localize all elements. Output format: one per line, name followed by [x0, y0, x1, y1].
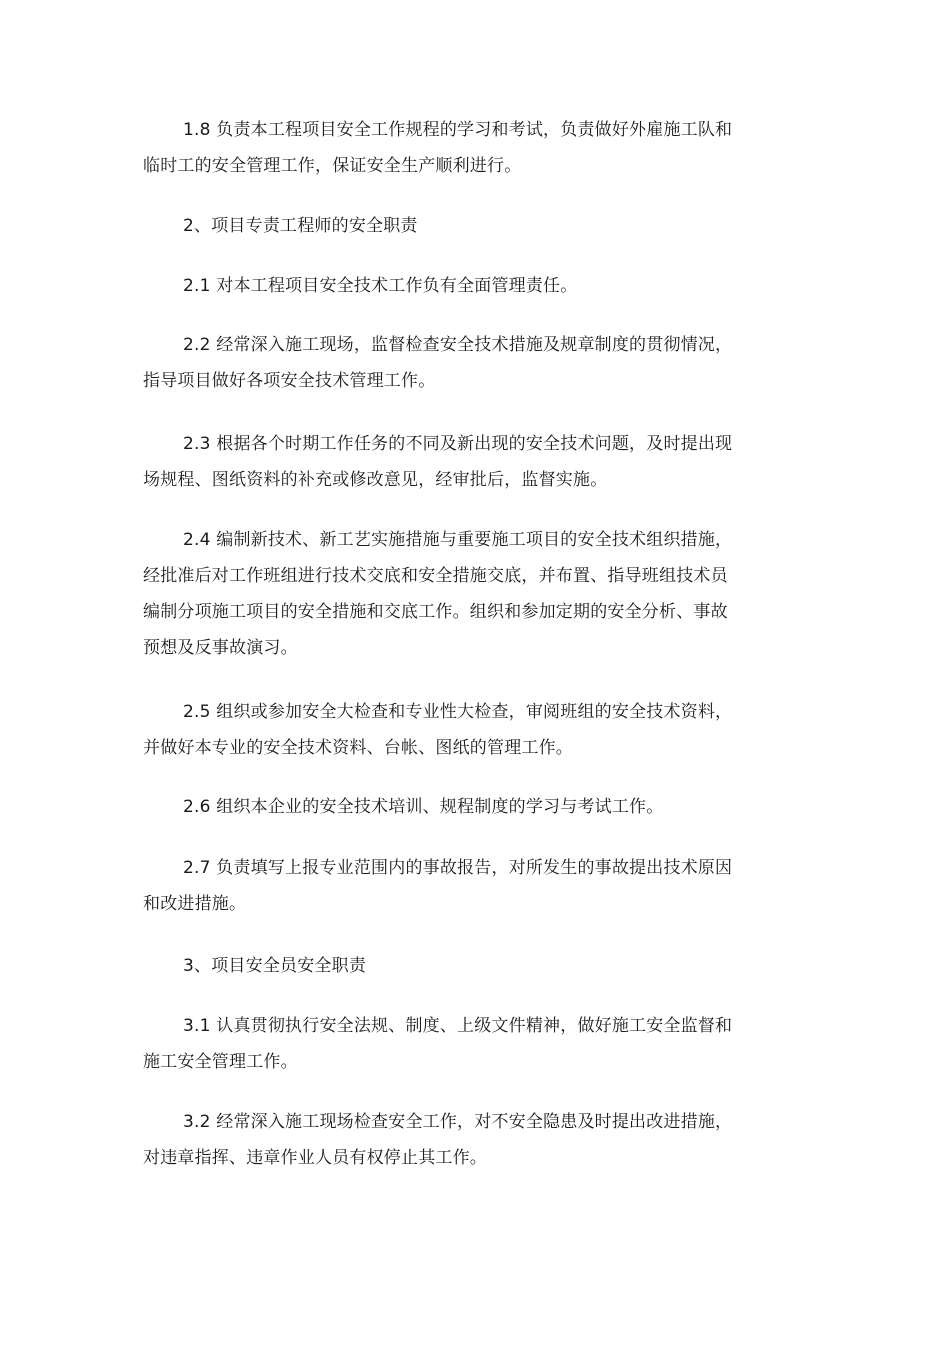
text-line: 2.1 对本工程项目安全技术工作负有全面管理责任。 [183, 276, 578, 296]
text-line: 并做好本专业的安全技术资料、台帐、图纸的管理工作。 [143, 738, 573, 758]
paragraph-2-5 [143, 694, 753, 766]
section-heading-2 [143, 208, 753, 244]
paragraph-2-2 [143, 327, 753, 399]
text-line: 2.7 负责填写上报专业范围内的事故报告，对所发生的事故提出技术原因 [183, 858, 733, 878]
paragraph-2-3 [143, 426, 753, 498]
text-line: 场规程、图纸资料的补充或修改意见，经审批后，监督实施。 [143, 470, 608, 490]
text-line: 2.5 组织或参加安全大检查和专业性大检查，审阅班组的安全技术资料， [183, 702, 733, 722]
text-line: 施工安全管理工作。 [143, 1052, 298, 1072]
text-line: 2、项目专责工程师的安全职责 [183, 216, 418, 236]
paragraph-2-6 [143, 789, 753, 825]
text-line: 临时工的安全管理工作，保证安全生产顺利进行。 [143, 156, 522, 176]
text-line: 2.2 经常深入施工现场，监督检查安全技术措施及规章制度的贯彻情况， [183, 335, 733, 355]
paragraph-2-1 [143, 268, 753, 304]
text-line: 3.2 经常深入施工现场检查安全工作，对不安全隐患及时提出改进措施， [183, 1112, 733, 1132]
paragraph-2-4 [143, 522, 753, 666]
text-line: 预想及反事故演习。 [143, 638, 298, 658]
section-heading-3 [143, 948, 753, 984]
text-line: 3、项目安全员安全职责 [183, 956, 367, 976]
text-line: 和改进措施。 [143, 894, 247, 914]
text-line: 指导项目做好各项安全技术管理工作。 [143, 371, 436, 391]
text-line: 对违章指挥、违章作业人员有权停止其工作。 [143, 1148, 487, 1168]
text-line: 2.3 根据各个时期工作任务的不同及新出现的安全技术问题，及时提出现 [183, 434, 733, 454]
paragraph-3-2 [143, 1104, 753, 1176]
text-line: 2.4 编制新技术、新工艺实施措施与重要施工项目的安全技术组织措施， [183, 530, 733, 550]
text-line: 2.6 组织本企业的安全技术培训、规程制度的学习与考试工作。 [183, 797, 664, 817]
text-line: 3.1 认真贯彻执行安全法规、制度、上级文件精神，做好施工安全监督和 [183, 1016, 733, 1036]
text-line: 1.8 负责本工程项目安全工作规程的学习和考试，负责做好外雇施工队和 [183, 120, 733, 140]
paragraph-2-7 [143, 850, 753, 922]
paragraph-1-8 [143, 112, 753, 184]
paragraph-3-1 [143, 1008, 753, 1080]
text-line: 经批准后对工作班组进行技术交底和安全措施交底，并布置、指导班组技术员 [143, 566, 728, 586]
text-line: 编制分项施工项目的安全措施和交底工作。组织和参加定期的安全分析、事故 [143, 602, 728, 622]
